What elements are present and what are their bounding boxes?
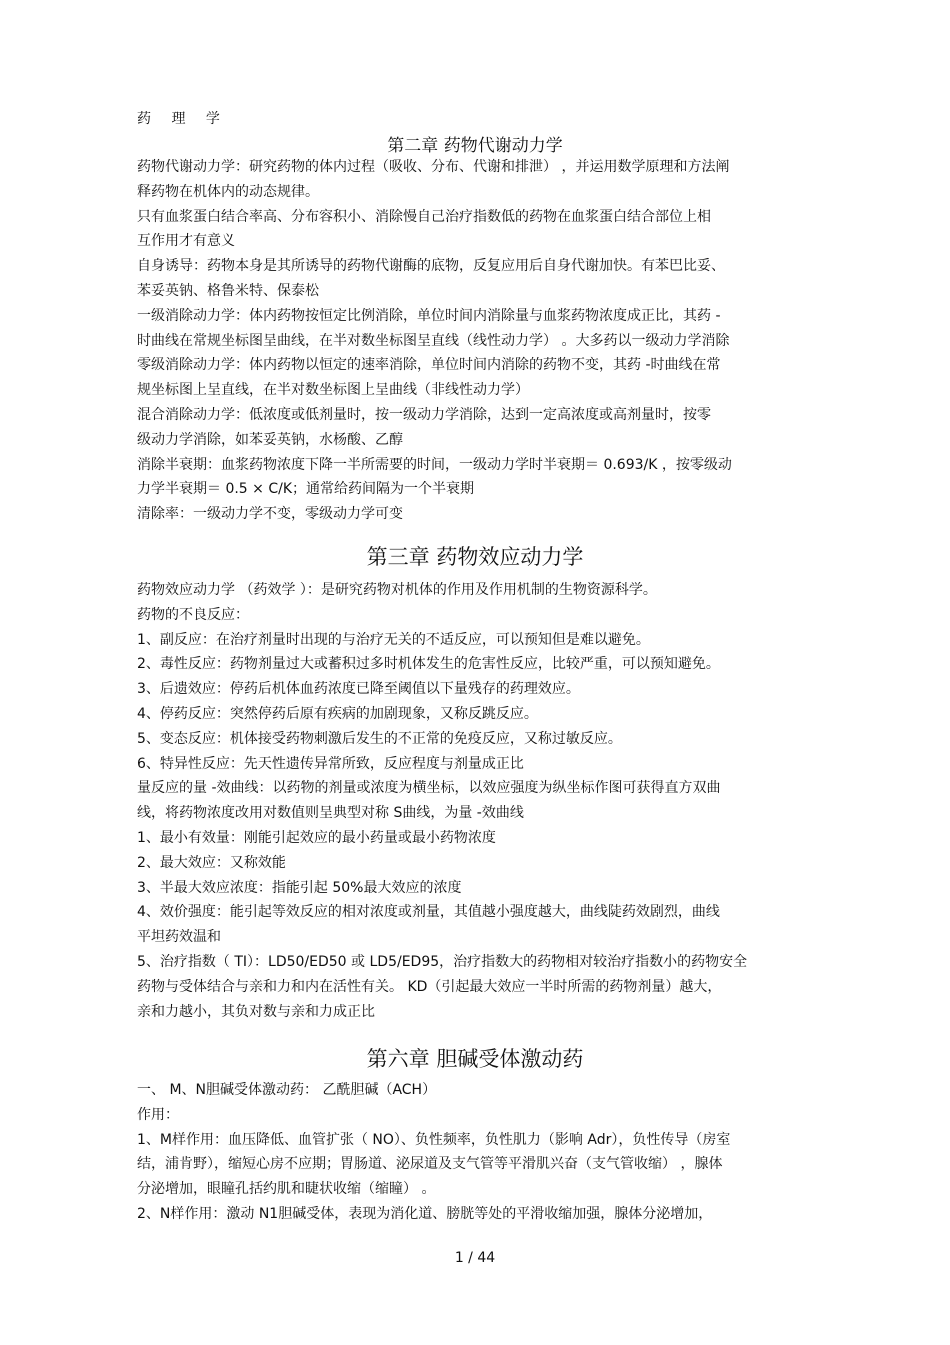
list-item: 2、毒性反应：药物剂量过大或蓄积过多时机体发生的危害性反应，比较严重，可以预知避免。 [137,656,720,673]
paragraph-line: 清除率：一级动力学不变，零级动力学可变 [137,506,403,523]
list-item: 5、治疗指数（ TI）：LD50/ED50 或 LD5/ED95，治疗指数大的药物相对较治疗指数小的药物安全 [137,953,748,970]
list-item: 1、最小有效量：刚能引起效应的最小药量或最小药物浓度 [137,829,496,846]
chapter-2-body [137,155,827,527]
paragraph-line: 自身诱导：药物本身是其所诱导的药物代谢酶的底物，反复应用后自身代谢加快。有苯巴比妥、 [137,258,725,275]
page-number: 1 / 44 [454,1250,496,1266]
paragraph-line: 规坐标图上呈直线，在半对数坐标图上呈曲线（非线性动力学） [137,382,529,399]
paragraph-line: 释药物在机体内的动态规律。 [137,183,319,200]
paragraph-line: 亲和力越小，其负对数与亲和力成正比 [137,1003,375,1020]
paragraph-line: 结，浦肯野），缩短心房不应期；胃肠道、泌尿道及支气管等平滑肌兴奋（支气管收缩） ，腺体 [137,1156,723,1173]
list-item: 2、最大效应：又称效能 [137,854,286,871]
list-item: 3、后遗效应：停药后机体血药浓度已降至阈值以下量残存的药理效应。 [137,681,580,698]
list-item: 1、M样作用：血压降低、血管扩张（ NO）、负性频率，负性肌力（影响 Adr），负性传导（房室 [137,1131,731,1148]
list-item: 2、N样作用：激动 N1胆碱受体，表现为消化道、膀胱等处的平滑收缩加强，腺体分泌增加， [137,1205,713,1222]
paragraph-line: 混合消除动力学：低浓度或低剂量时，按一级动力学消除，达到一定高浓度或高剂量时，按零 [137,406,711,423]
paragraph-line: 一级消除动力学：体内药物按恒定比例消除，单位时间内消除量与血浆药物浓度成正比，其药 - [137,307,721,324]
paragraph-line: 时曲线在常规坐标图呈曲线，在半对数坐标图呈直线（线性动力学） 。大多药以一级动力学消除 [137,332,730,349]
chapter-6-body [137,1078,827,1227]
paragraph-line: 消除半衰期：血浆药物浓度下降一半所需要的时间，一级动力学时半衰期＝ 0.693/K ，按零级动 [137,456,732,473]
list-item: 4、停药反应：突然停药后原有疾病的加剧现象，又称反跳反应。 [137,705,538,722]
paragraph-line: 互作用才有意义 [137,233,235,250]
paragraph-line: 线，将药物浓度改用对数值则呈典型对称 S曲线，为量 -效曲线 [137,805,524,822]
paragraph-line: 苯妥英钠、格鲁米特、保泰松 [137,282,319,299]
paragraph-line: 量反应的量 -效曲线：以药物的剂量或浓度为横坐标，以效应强度为纵坐标作图可获得直方双曲 [137,780,721,797]
section-heading: 一、 M、N胆碱受体激动药： 乙酰胆碱（ACH） [137,1082,437,1098]
chapter-3-body [137,578,827,1024]
chapter-6-title: 第六章 胆碱受体激动药 [366,1047,584,1071]
list-item: 6、特异性反应：先天性遗传异常所致，反应程度与剂量成正比 [137,755,524,772]
paragraph-line: 级动力学消除，如苯妥英钠，水杨酸、乙醇 [137,431,403,448]
running-header: 药 理 学 [137,111,228,127]
paragraph-line: 药物的不良反应： [137,606,249,623]
paragraph-line: 分泌增加，眼瞳孔括约肌和睫状收缩（缩瞳） 。 [137,1181,436,1198]
paragraph-line: 药物效应动力学 （药效学 ）：是研究药物对机体的作用及作用机制的生物资源科学。 [137,582,657,598]
chapter-3-title: 第三章 药物效应动力学 [366,545,584,569]
paragraph-line: 零级消除动力学：体内药物以恒定的速率消除，单位时间内消除的药物不变，其药 -时曲线在常 [137,357,721,374]
paragraph-line: 只有血浆蛋白结合率高、分布容积小、消除慢自己治疗指数低的药物在血浆蛋白结合部位上相 [137,208,711,225]
paragraph-line: 药物与受体结合与亲和力和内在活性有关。 KD（引起最大效应一半时所需的药物剂量）越大， [137,978,722,995]
list-item: 1、副反应：在治疗剂量时出现的与治疗无关的不适反应，可以预知但是难以避免。 [137,631,650,648]
paragraph-line: 力学半衰期＝ 0.5 × C/K；通常给药间隔为一个半衰期 [137,481,475,498]
paragraph-line: 作用： [137,1106,179,1123]
paragraph-line: 药物代谢动力学：研究药物的体内过程（吸收、分布、代谢和排泄） ，并运用数学原理和方法阐 [137,159,730,175]
list-item: 3、半最大效应浓度：指能引起 50%最大效应的浓度 [137,879,462,896]
list-item: 4、效价强度：能引起等效反应的相对浓度或剂量，其值越小强度越大，曲线陡药效剧烈，曲线 [137,904,720,921]
paragraph-line: 平坦药效温和 [137,929,221,946]
list-item: 5、变态反应：机体接受药物刺激后发生的不正常的免疫反应，又称过敏反应。 [137,730,622,747]
chapter-2-title: 第二章 药物代谢动力学 [387,136,563,156]
